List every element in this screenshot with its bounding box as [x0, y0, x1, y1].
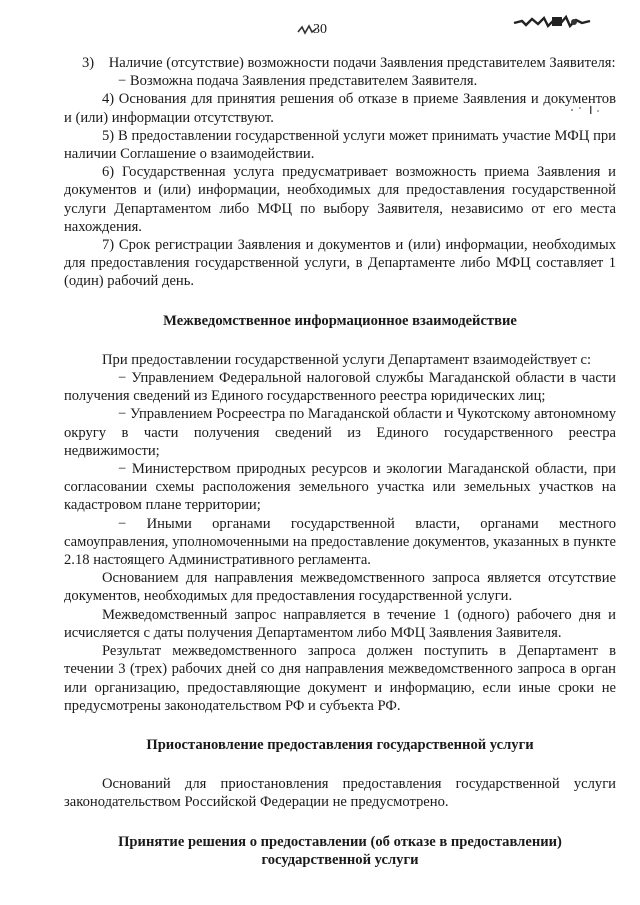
scan-artifact-stamp — [512, 14, 592, 30]
paragraph-item-6: 6) Государственная услуга предусматривает возможность приема Заявления и документов и (или) информации, необходимых для предоставления государственной услуги Департаментом либо МФЦ по выбору Заявителя, независимо от его места нахождения. — [64, 164, 616, 235]
paragraph-request-result: Результат межведомственного запроса должен поступить в Департамент в течении 3 (трех) рабочих дней со дня направления межведомственного запроса в орган или организацию, предоставляющие документ и информацию, если иные сроки не предусмотрены законодательством РФ и субъекта РФ. — [64, 643, 616, 714]
paragraph-item-3-option: − Возможна подача Заявления представителем Заявителя. — [118, 73, 478, 90]
list-item-tax-service: − Управлением Федеральной налоговой службы Магаданской области в части получения сведений из Единого государственного реестра юридических лиц; — [64, 370, 616, 405]
section-title-decision-line-1: Принятие решения о предоставлении (об отказе в предоставлении) — [118, 833, 562, 850]
section-title-decision-line-2: государственной услуги — [261, 851, 419, 868]
paragraph-suspension: Оснований для приостановления предоставления государственной услуги законодательством Российской Федерации не предусмотрено. — [64, 776, 616, 811]
paragraph-request-basis: Основанием для направления межведомственного запроса является отсутствие документов, необходимых для предоставления государственной услуги. — [64, 570, 616, 605]
paragraph-item-3: 3) Наличие (отсутствие) возможности подачи Заявления представителем Заявителя: — [82, 55, 616, 71]
paragraph-item-4: 4) Основания для принятия решения об отказе в приеме Заявления и документов и (или) информации отсутствуют. — [64, 91, 616, 126]
paragraph-interaction-intro: При предоставлении государственной услуги Департамент взаимодействует с: — [102, 351, 592, 368]
page-number: 30 — [313, 22, 327, 37]
section-title-interagency: Межведомственное информационное взаимодействие — [163, 312, 517, 329]
list-item-rosreestr: − Управлением Росреестра по Магаданской области и Чукотскому автономному округу в части получения сведений из Единого государственного реестра недвижимости; — [64, 406, 616, 459]
list-item-ministry: − Министерством природных ресурсов и экологии Магаданской области, при согласовании схемы расположения земельного участка или земельных участков на кадастровом плане территории; — [64, 461, 616, 514]
section-title-suspension: Приостановление предоставления государственной услуги — [146, 736, 534, 753]
paragraph-item-5: 5) В предоставлении государственной услуги может принимать участие МФЦ при наличии Соглашение о взаимодействии. — [64, 127, 616, 163]
document-body — [64, 54, 616, 869]
paragraph-item-7: 7) Срок регистрации Заявления и документов и (или) информации, необходимых для предоставления государственной услуги, в Департаменте либо МФЦ составляет 1 (один) рабочий день. — [64, 237, 616, 290]
list-item-other-bodies: − Иными органами государственной власти, органами местного самоуправления, уполномоченными на предоставление документов, указанных в пункте 2.18 настоящего Административного регламента. — [64, 515, 616, 569]
paragraph-request-timing: Межведомственный запрос направляется в течение 1 (одного) рабочего дня и исчисляется с даты получения Департаментом либо МФЦ Заявления Заявителя. — [64, 606, 616, 641]
